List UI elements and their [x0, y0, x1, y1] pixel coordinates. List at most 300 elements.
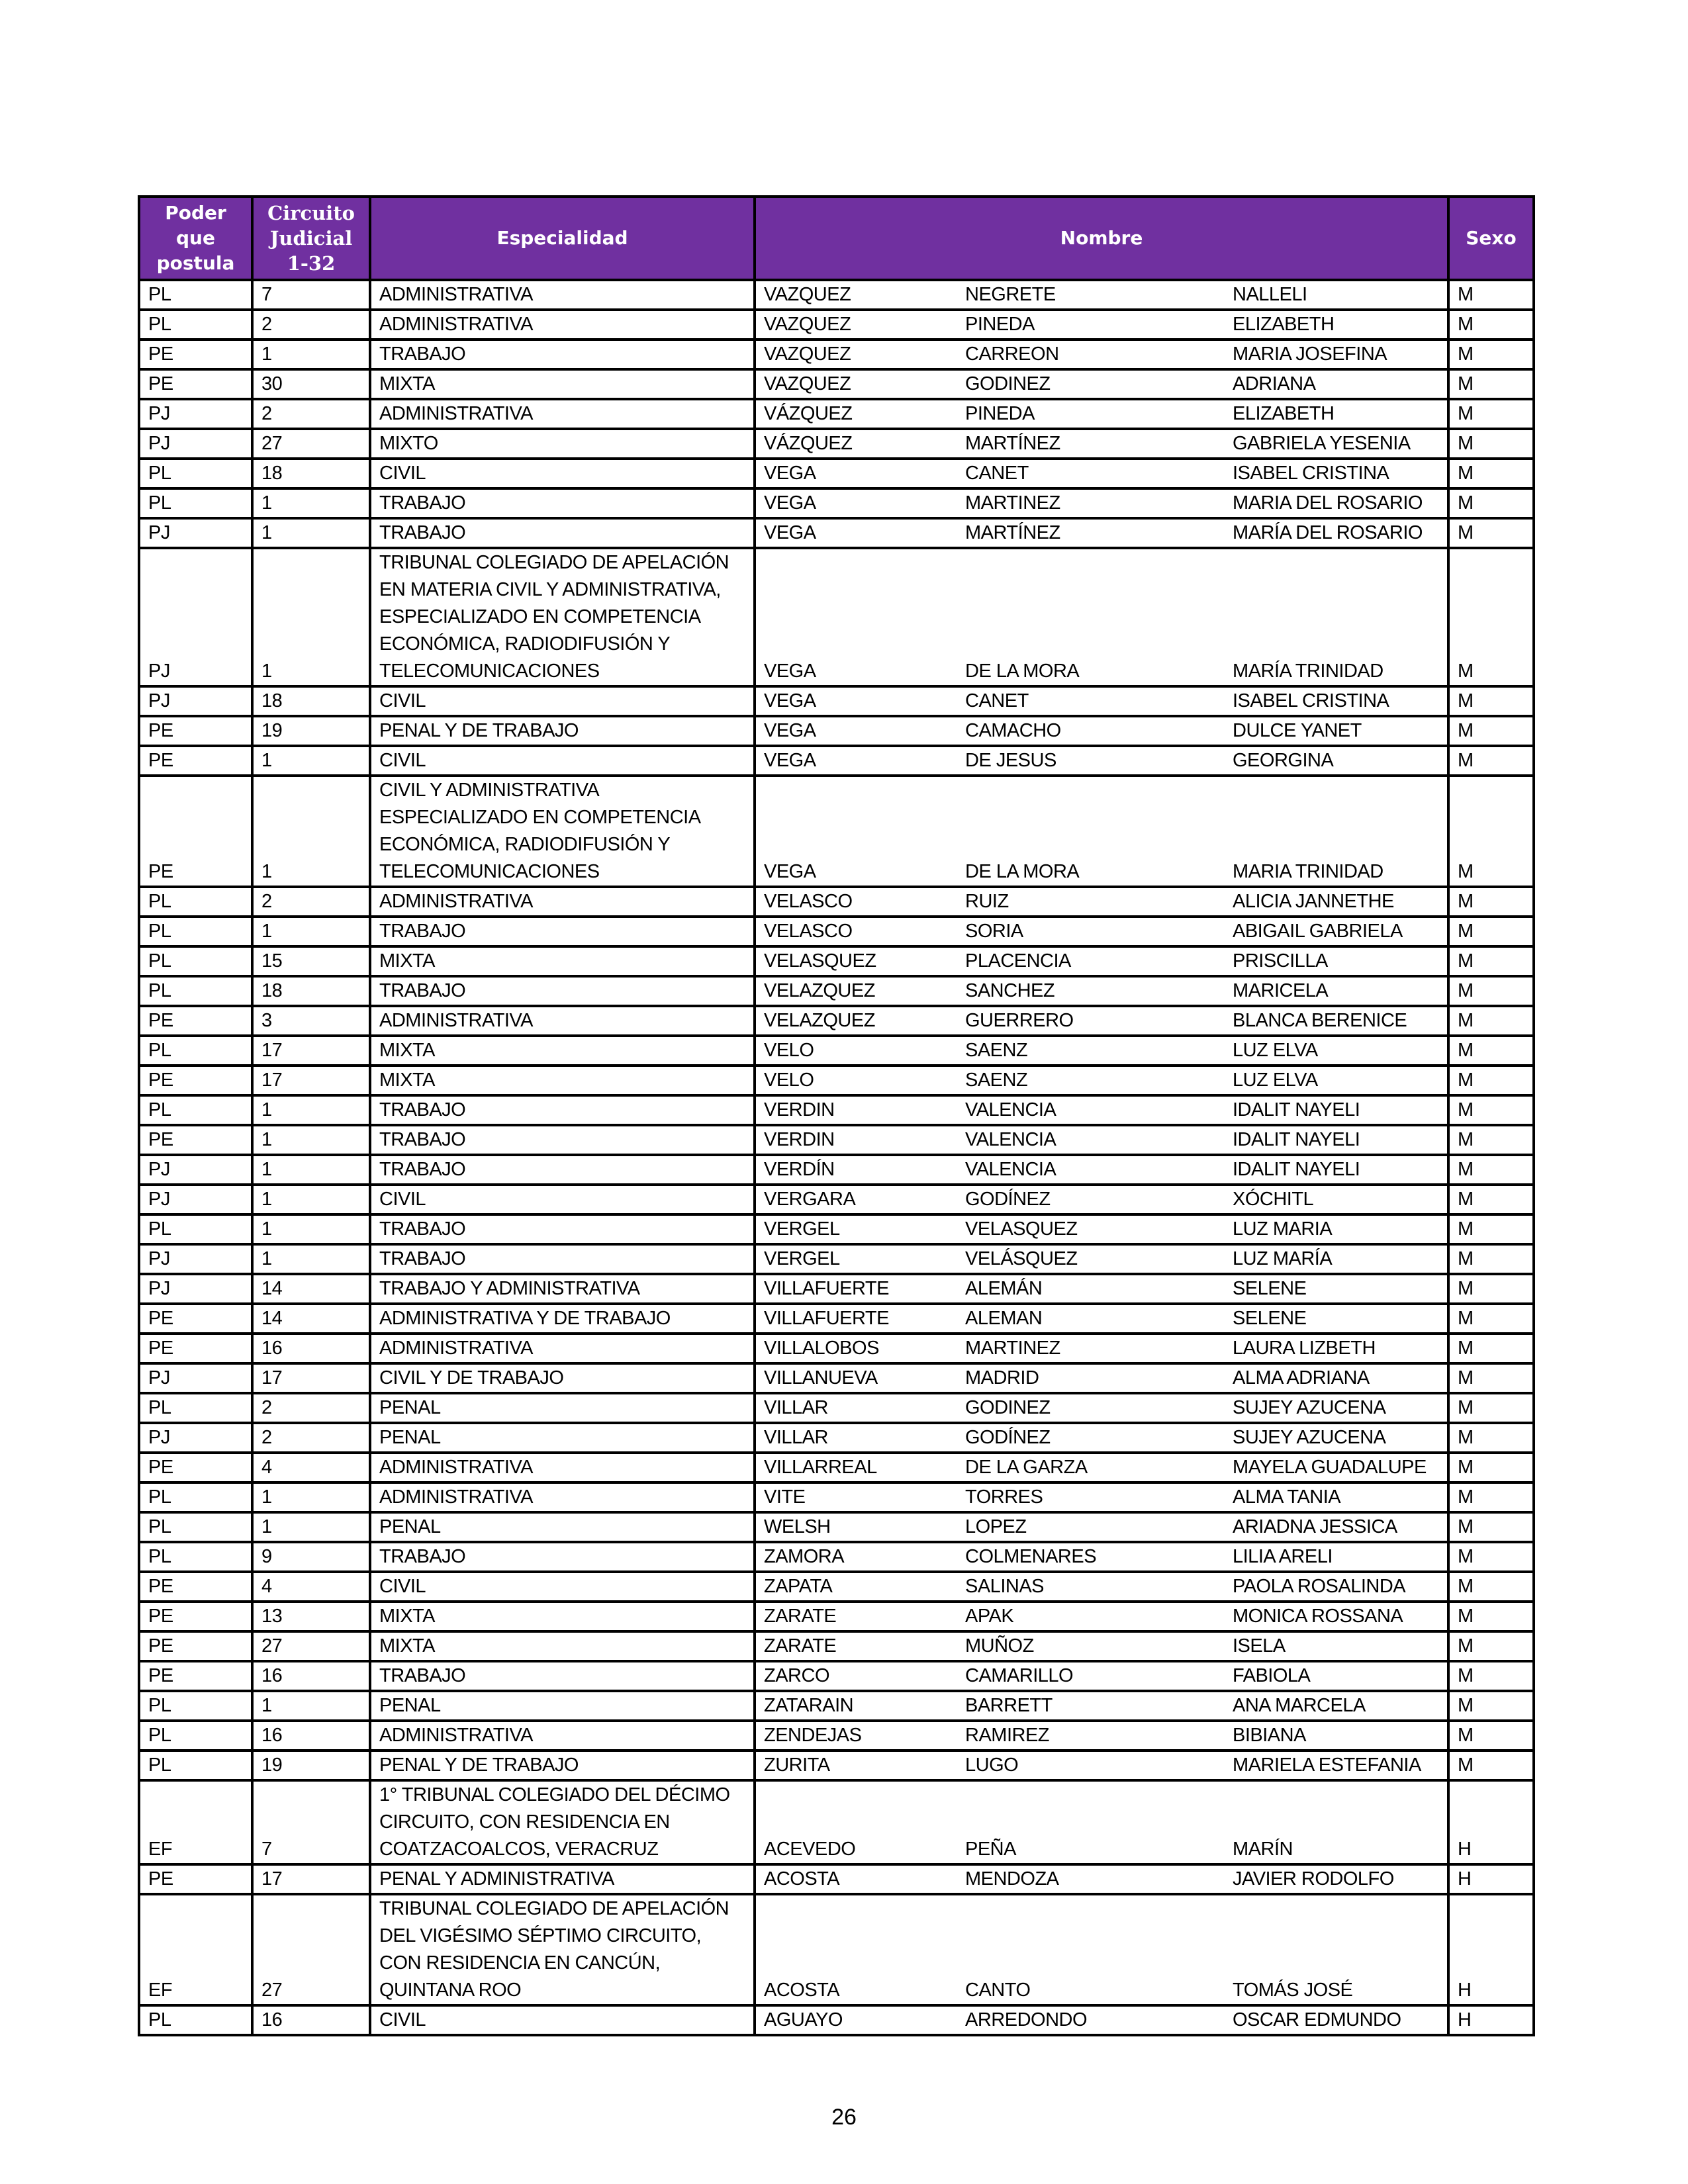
cell-poder: PE: [139, 1661, 252, 1691]
cell-apellido-paterno: ZENDEJAS: [755, 1721, 957, 1751]
cell-sexo: M: [1448, 429, 1534, 459]
cell-circuito: 1: [252, 1512, 370, 1542]
header-circuito-line: Judicial: [269, 227, 353, 250]
cell-nombre: JAVIER RODOLFO: [1225, 1864, 1448, 1894]
header-sexo: Sexo: [1448, 197, 1534, 280]
table-body: [139, 280, 1534, 2035]
cell-sexo: M: [1448, 280, 1534, 310]
cell-apellido-materno: MUÑOZ: [957, 1631, 1225, 1661]
cell-poder: PE: [139, 369, 252, 399]
cell-poder: PE: [139, 1864, 252, 1894]
table-row: [139, 1780, 1534, 1864]
cell-sexo: M: [1448, 1482, 1534, 1512]
table-row: [139, 340, 1534, 369]
cell-apellido-paterno: VEGA: [755, 459, 957, 488]
cell-poder: PE: [139, 1125, 252, 1155]
cell-apellido-paterno: VÁZQUEZ: [755, 399, 957, 429]
cell-especialidad: CIVIL: [370, 1572, 755, 1602]
cell-sexo: M: [1448, 488, 1534, 518]
cell-especialidad: ADMINISTRATIVA: [370, 1482, 755, 1512]
cell-poder: PL: [139, 887, 252, 917]
cell-poder: PJ: [139, 1363, 252, 1393]
cell-especialidad: TRABAJO: [370, 976, 755, 1006]
cell-circuito: 1: [252, 488, 370, 518]
cell-sexo: M: [1448, 1363, 1534, 1393]
cell-circuito: 1: [252, 1691, 370, 1721]
cell-poder: PE: [139, 1572, 252, 1602]
cell-poder: PE: [139, 746, 252, 776]
cell-poder: PL: [139, 1095, 252, 1125]
cell-apellido-materno: GODINEZ: [957, 369, 1225, 399]
table-row: [139, 946, 1534, 976]
cell-apellido-materno: RUIZ: [957, 887, 1225, 917]
cell-apellido-paterno: VILLALOBOS: [755, 1334, 957, 1363]
cell-especialidad: MIXTO: [370, 429, 755, 459]
cell-nombre: LUZ ELVA: [1225, 1066, 1448, 1095]
cell-apellido-materno: SANCHEZ: [957, 976, 1225, 1006]
cell-nombre: XÓCHITL: [1225, 1185, 1448, 1214]
cell-sexo: M: [1448, 1423, 1534, 1453]
cell-especialidad: ADMINISTRATIVA: [370, 1721, 755, 1751]
table-row: [139, 1512, 1534, 1542]
cell-sexo: M: [1448, 1274, 1534, 1304]
cell-apellido-materno: NEGRETE: [957, 280, 1225, 310]
cell-nombre: MARIA JOSEFINA: [1225, 340, 1448, 369]
table-row: [139, 887, 1534, 917]
cell-nombre: BIBIANA: [1225, 1721, 1448, 1751]
cell-especialidad: TRABAJO: [370, 1542, 755, 1572]
cell-apellido-paterno: ACEVEDO: [755, 1780, 957, 1864]
cell-poder: PL: [139, 1482, 252, 1512]
cell-nombre: GEORGINA: [1225, 746, 1448, 776]
cell-circuito: 1: [252, 1244, 370, 1274]
cell-especialidad: MIXTA: [370, 1066, 755, 1095]
cell-nombre: ABIGAIL GABRIELA: [1225, 917, 1448, 946]
cell-apellido-paterno: ACOSTA: [755, 1894, 957, 2005]
cell-circuito: 17: [252, 1363, 370, 1393]
cell-apellido-materno: MADRID: [957, 1363, 1225, 1393]
cell-circuito: 1: [252, 518, 370, 548]
table-row: [139, 1304, 1534, 1334]
cell-poder: PE: [139, 1066, 252, 1095]
header-poder-line: postula: [156, 252, 235, 274]
cell-poder: PJ: [139, 429, 252, 459]
cell-apellido-materno: LUGO: [957, 1751, 1225, 1780]
table-row: [139, 488, 1534, 518]
cell-especialidad: TRABAJO: [370, 1244, 755, 1274]
cell-nombre: ISELA: [1225, 1631, 1448, 1661]
cell-especialidad: ADMINISTRATIVA Y DE TRABAJO: [370, 1304, 755, 1334]
cell-apellido-paterno: VEGA: [755, 746, 957, 776]
cell-especialidad: TRABAJO: [370, 917, 755, 946]
table-row: [139, 1214, 1534, 1244]
cell-especialidad: ADMINISTRATIVA: [370, 310, 755, 340]
cell-apellido-materno: VALENCIA: [957, 1095, 1225, 1125]
cell-especialidad: TRABAJO: [370, 1095, 755, 1125]
cell-sexo: M: [1448, 887, 1534, 917]
cell-sexo: M: [1448, 1691, 1534, 1721]
cell-poder: PL: [139, 2005, 252, 2035]
table-row: [139, 1602, 1534, 1631]
cell-poder: PE: [139, 1631, 252, 1661]
table-row: [139, 1334, 1534, 1363]
cell-sexo: M: [1448, 686, 1534, 716]
cell-apellido-materno: DE LA MORA: [957, 548, 1225, 686]
cell-especialidad: PENAL: [370, 1512, 755, 1542]
cell-circuito: 9: [252, 1542, 370, 1572]
cell-apellido-paterno: VELASCO: [755, 887, 957, 917]
cell-apellido-materno: VELASQUEZ: [957, 1214, 1225, 1244]
table-row: [139, 1036, 1534, 1066]
cell-sexo: M: [1448, 1244, 1534, 1274]
table-row: [139, 776, 1534, 887]
table-row: [139, 369, 1534, 399]
cell-circuito: 1: [252, 917, 370, 946]
cell-nombre: LAURA LIZBETH: [1225, 1334, 1448, 1363]
table-row: [139, 1066, 1534, 1095]
cell-nombre: DULCE YANET: [1225, 716, 1448, 746]
table-row: [139, 1006, 1534, 1036]
table-row: [139, 1274, 1534, 1304]
header-poder-line: Poder: [165, 202, 226, 224]
table-row: [139, 280, 1534, 310]
header-poder-line: que: [176, 227, 215, 249]
cell-apellido-paterno: ZURITA: [755, 1751, 957, 1780]
cell-sexo: M: [1448, 1751, 1534, 1780]
table-row: [139, 1691, 1534, 1721]
cell-circuito: 1: [252, 1125, 370, 1155]
cell-circuito: 7: [252, 1780, 370, 1864]
cell-apellido-paterno: ZARCO: [755, 1661, 957, 1691]
cell-circuito: 15: [252, 946, 370, 976]
cell-especialidad: PENAL Y DE TRABAJO: [370, 1751, 755, 1780]
cell-nombre: MAYELA GUADALUPE: [1225, 1453, 1448, 1482]
table-row: [139, 1572, 1534, 1602]
cell-circuito: 13: [252, 1602, 370, 1631]
cell-nombre: SELENE: [1225, 1274, 1448, 1304]
cell-sexo: M: [1448, 917, 1534, 946]
cell-sexo: M: [1448, 1006, 1534, 1036]
cell-poder: PJ: [139, 1244, 252, 1274]
cell-apellido-materno: DE LA GARZA: [957, 1453, 1225, 1482]
cell-apellido-paterno: VILLARREAL: [755, 1453, 957, 1482]
cell-poder: PJ: [139, 399, 252, 429]
cell-apellido-materno: GODÍNEZ: [957, 1185, 1225, 1214]
table-row: [139, 1661, 1534, 1691]
cell-circuito: 16: [252, 2005, 370, 2035]
cell-apellido-paterno: VELASQUEZ: [755, 946, 957, 976]
cell-circuito: 18: [252, 686, 370, 716]
header-circuito: [252, 197, 370, 280]
cell-sexo: M: [1448, 1095, 1534, 1125]
cell-apellido-materno: CANTO: [957, 1894, 1225, 2005]
cell-especialidad: MIXTA: [370, 369, 755, 399]
cell-apellido-paterno: VEGA: [755, 776, 957, 887]
cell-sexo: M: [1448, 369, 1534, 399]
cell-nombre: IDALIT NAYELI: [1225, 1125, 1448, 1155]
cell-especialidad: PENAL Y ADMINISTRATIVA: [370, 1864, 755, 1894]
cell-apellido-materno: MENDOZA: [957, 1864, 1225, 1894]
cell-especialidad: TRABAJO Y ADMINISTRATIVA: [370, 1274, 755, 1304]
cell-nombre: MARICELA: [1225, 976, 1448, 1006]
cell-apellido-paterno: WELSH: [755, 1512, 957, 1542]
cell-apellido-paterno: ZAPATA: [755, 1572, 957, 1602]
cell-sexo: M: [1448, 1572, 1534, 1602]
cell-apellido-materno: BARRETT: [957, 1691, 1225, 1721]
cell-nombre: IDALIT NAYELI: [1225, 1155, 1448, 1185]
table-row: [139, 548, 1534, 686]
cell-circuito: 1: [252, 1185, 370, 1214]
cell-poder: PJ: [139, 1155, 252, 1185]
cell-apellido-materno: SALINAS: [957, 1572, 1225, 1602]
cell-circuito: 1: [252, 340, 370, 369]
cell-circuito: 1: [252, 1482, 370, 1512]
table-row: [139, 1095, 1534, 1125]
cell-especialidad: CIVIL: [370, 686, 755, 716]
cell-sexo: M: [1448, 548, 1534, 686]
cell-nombre: GABRIELA YESENIA: [1225, 429, 1448, 459]
cell-poder: PE: [139, 1602, 252, 1631]
cell-especialidad: PENAL Y DE TRABAJO: [370, 716, 755, 746]
cell-sexo: M: [1448, 1602, 1534, 1631]
cell-apellido-materno: DE JESUS: [957, 746, 1225, 776]
table-row: [139, 686, 1534, 716]
cell-circuito: 2: [252, 399, 370, 429]
header-nombre: Nombre: [755, 197, 1448, 280]
table-row: [139, 1244, 1534, 1274]
cell-especialidad: ADMINISTRATIVA: [370, 1334, 755, 1363]
cell-apellido-materno: PINEDA: [957, 310, 1225, 340]
cell-especialidad: ADMINISTRATIVA: [370, 280, 755, 310]
cell-circuito: 4: [252, 1572, 370, 1602]
cell-poder: EF: [139, 1780, 252, 1864]
cell-apellido-paterno: VEGA: [755, 488, 957, 518]
cell-apellido-paterno: VAZQUEZ: [755, 340, 957, 369]
cell-poder: PJ: [139, 1423, 252, 1453]
cell-poder: PL: [139, 917, 252, 946]
cell-nombre: SUJEY AZUCENA: [1225, 1423, 1448, 1453]
cell-nombre: MARIA DEL ROSARIO: [1225, 488, 1448, 518]
cell-poder: PL: [139, 1721, 252, 1751]
cell-especialidad: TRABAJO: [370, 488, 755, 518]
cell-sexo: M: [1448, 716, 1534, 746]
cell-apellido-paterno: VERGEL: [755, 1244, 957, 1274]
cell-poder: PE: [139, 1006, 252, 1036]
cell-especialidad: PENAL: [370, 1423, 755, 1453]
cell-apellido-materno: SORIA: [957, 917, 1225, 946]
cell-circuito: 1: [252, 548, 370, 686]
cell-circuito: 14: [252, 1304, 370, 1334]
cell-especialidad: CIVIL: [370, 459, 755, 488]
cell-nombre: ADRIANA: [1225, 369, 1448, 399]
cell-sexo: H: [1448, 1780, 1534, 1864]
cell-circuito: 1: [252, 1155, 370, 1185]
cell-poder: PL: [139, 1751, 252, 1780]
cell-sexo: M: [1448, 1125, 1534, 1155]
cell-apellido-paterno: VILLAR: [755, 1423, 957, 1453]
cell-nombre: MARÍA DEL ROSARIO: [1225, 518, 1448, 548]
cell-poder: PJ: [139, 1274, 252, 1304]
cell-apellido-paterno: VEGA: [755, 548, 957, 686]
cell-sexo: M: [1448, 1661, 1534, 1691]
cell-apellido-paterno: VEGA: [755, 518, 957, 548]
cell-apellido-materno: APAK: [957, 1602, 1225, 1631]
cell-poder: PJ: [139, 518, 252, 548]
cell-nombre: BLANCA BERENICE: [1225, 1006, 1448, 1036]
cell-nombre: MARIA TRINIDAD: [1225, 776, 1448, 887]
table-row: [139, 1482, 1534, 1512]
cell-especialidad: MIXTA: [370, 1602, 755, 1631]
cell-sexo: M: [1448, 1066, 1534, 1095]
cell-apellido-materno: VALENCIA: [957, 1125, 1225, 1155]
cell-circuito: 16: [252, 1334, 370, 1363]
cell-apellido-paterno: VILLANUEVA: [755, 1363, 957, 1393]
cell-poder: PL: [139, 459, 252, 488]
cell-sexo: M: [1448, 340, 1534, 369]
cell-poder: PE: [139, 340, 252, 369]
table-row: [139, 1125, 1534, 1155]
cell-especialidad: PENAL: [370, 1691, 755, 1721]
cell-especialidad: TRABAJO: [370, 1155, 755, 1185]
cell-nombre: MARIELA ESTEFANIA: [1225, 1751, 1448, 1780]
cell-apellido-materno: COLMENARES: [957, 1542, 1225, 1572]
cell-circuito: 27: [252, 1631, 370, 1661]
cell-especialidad: ADMINISTRATIVA: [370, 399, 755, 429]
cell-apellido-paterno: VITE: [755, 1482, 957, 1512]
cell-apellido-materno: PINEDA: [957, 399, 1225, 429]
cell-poder: PJ: [139, 1185, 252, 1214]
table-row: [139, 1423, 1534, 1453]
cell-poder: PL: [139, 1393, 252, 1423]
cell-nombre: FABIOLA: [1225, 1661, 1448, 1691]
table-row: [139, 1363, 1534, 1393]
cell-apellido-materno: TORRES: [957, 1482, 1225, 1512]
cell-circuito: 18: [252, 459, 370, 488]
cell-apellido-paterno: ZARATE: [755, 1631, 957, 1661]
header-poder: [139, 197, 252, 280]
cell-apellido-paterno: AGUAYO: [755, 2005, 957, 2035]
table-row: [139, 1155, 1534, 1185]
header-especialidad: Especialidad: [370, 197, 755, 280]
table-header: [139, 197, 1534, 280]
cell-sexo: M: [1448, 1631, 1534, 1661]
cell-apellido-paterno: VAZQUEZ: [755, 280, 957, 310]
cell-especialidad: CIVIL Y DE TRABAJO: [370, 1363, 755, 1393]
cell-sexo: H: [1448, 2005, 1534, 2035]
cell-apellido-paterno: VELAZQUEZ: [755, 976, 957, 1006]
cell-especialidad: TRABAJO: [370, 340, 755, 369]
cell-apellido-materno: LOPEZ: [957, 1512, 1225, 1542]
cell-sexo: M: [1448, 399, 1534, 429]
cell-apellido-materno: MARTINEZ: [957, 1334, 1225, 1363]
cell-sexo: M: [1448, 1393, 1534, 1423]
cell-nombre: ELIZABETH: [1225, 399, 1448, 429]
cell-poder: PL: [139, 976, 252, 1006]
cell-apellido-materno: CAMACHO: [957, 716, 1225, 746]
cell-apellido-paterno: VERGEL: [755, 1214, 957, 1244]
header-circuito-line: 1-32: [287, 252, 336, 275]
header-circuito-line: Circuito: [267, 202, 355, 224]
cell-poder: PL: [139, 310, 252, 340]
cell-especialidad: TRABAJO: [370, 518, 755, 548]
cell-poder: PJ: [139, 686, 252, 716]
cell-apellido-paterno: VILLAR: [755, 1393, 957, 1423]
table-row: [139, 1864, 1534, 1894]
cell-apellido-materno: MARTINEZ: [957, 488, 1225, 518]
cell-apellido-materno: GUERRERO: [957, 1006, 1225, 1036]
table-row: [139, 976, 1534, 1006]
cell-circuito: 2: [252, 1393, 370, 1423]
cell-apellido-materno: CARREON: [957, 340, 1225, 369]
cell-sexo: H: [1448, 1894, 1534, 2005]
cell-poder: PL: [139, 1036, 252, 1066]
cell-nombre: ANA MARCELA: [1225, 1691, 1448, 1721]
cell-poder: PE: [139, 1304, 252, 1334]
cell-apellido-materno: VALENCIA: [957, 1155, 1225, 1185]
cell-sexo: M: [1448, 1155, 1534, 1185]
cell-poder: PL: [139, 1512, 252, 1542]
cell-nombre: ALMA TANIA: [1225, 1482, 1448, 1512]
cell-circuito: 17: [252, 1036, 370, 1066]
cell-circuito: 2: [252, 887, 370, 917]
cell-poder: PL: [139, 280, 252, 310]
cell-especialidad: TRABAJO: [370, 1661, 755, 1691]
cell-poder: PL: [139, 946, 252, 976]
cell-apellido-paterno: VELO: [755, 1036, 957, 1066]
cell-especialidad: PENAL: [370, 1393, 755, 1423]
cell-sexo: M: [1448, 1512, 1534, 1542]
cell-apellido-materno: RAMIREZ: [957, 1721, 1225, 1751]
cell-apellido-materno: SAENZ: [957, 1066, 1225, 1095]
cell-apellido-materno: PEÑA: [957, 1780, 1225, 1864]
cell-nombre: ALMA ADRIANA: [1225, 1363, 1448, 1393]
cell-nombre: ELIZABETH: [1225, 310, 1448, 340]
cell-apellido-paterno: VEGA: [755, 716, 957, 746]
cell-circuito: 30: [252, 369, 370, 399]
cell-nombre: TOMÁS JOSÉ: [1225, 1894, 1448, 2005]
page-number: 26: [831, 2105, 857, 2130]
table-row: [139, 1453, 1534, 1482]
cell-apellido-paterno: VILLAFUERTE: [755, 1304, 957, 1334]
cell-poder: PE: [139, 776, 252, 887]
cell-poder: PL: [139, 1691, 252, 1721]
cell-especialidad: CIVIL Y ADMINISTRATIVA ESPECIALIZADO EN COMPETENCIA ECONÓMICA, RADIODIFUSIÓN Y TELECOMUNICACIONES: [370, 776, 755, 887]
cell-poder: PL: [139, 1214, 252, 1244]
cell-apellido-paterno: ZAMORA: [755, 1542, 957, 1572]
table-row: [139, 1894, 1534, 2005]
cell-especialidad: CIVIL: [370, 2005, 755, 2035]
cell-poder: PE: [139, 1334, 252, 1363]
cell-circuito: 4: [252, 1453, 370, 1482]
cell-apellido-materno: ALEMÁN: [957, 1274, 1225, 1304]
cell-apellido-materno: CAMARILLO: [957, 1661, 1225, 1691]
cell-apellido-materno: ARREDONDO: [957, 2005, 1225, 2035]
cell-apellido-materno: DE LA MORA: [957, 776, 1225, 887]
cell-circuito: 7: [252, 280, 370, 310]
cell-circuito: 27: [252, 1894, 370, 2005]
table-row: [139, 429, 1534, 459]
cell-especialidad: 1° TRIBUNAL COLEGIADO DEL DÉCIMO CIRCUITO, CON RESIDENCIA EN COATZACOALCOS, VERACRUZ: [370, 1780, 755, 1864]
table-row: [139, 1185, 1534, 1214]
cell-circuito: 17: [252, 1864, 370, 1894]
cell-nombre: ARIADNA JESSICA: [1225, 1512, 1448, 1542]
cell-sexo: H: [1448, 1864, 1534, 1894]
cell-sexo: M: [1448, 976, 1534, 1006]
cell-poder: PE: [139, 1453, 252, 1482]
cell-circuito: 16: [252, 1661, 370, 1691]
cell-nombre: ALICIA JANNETHE: [1225, 887, 1448, 917]
table-row: [139, 399, 1534, 429]
